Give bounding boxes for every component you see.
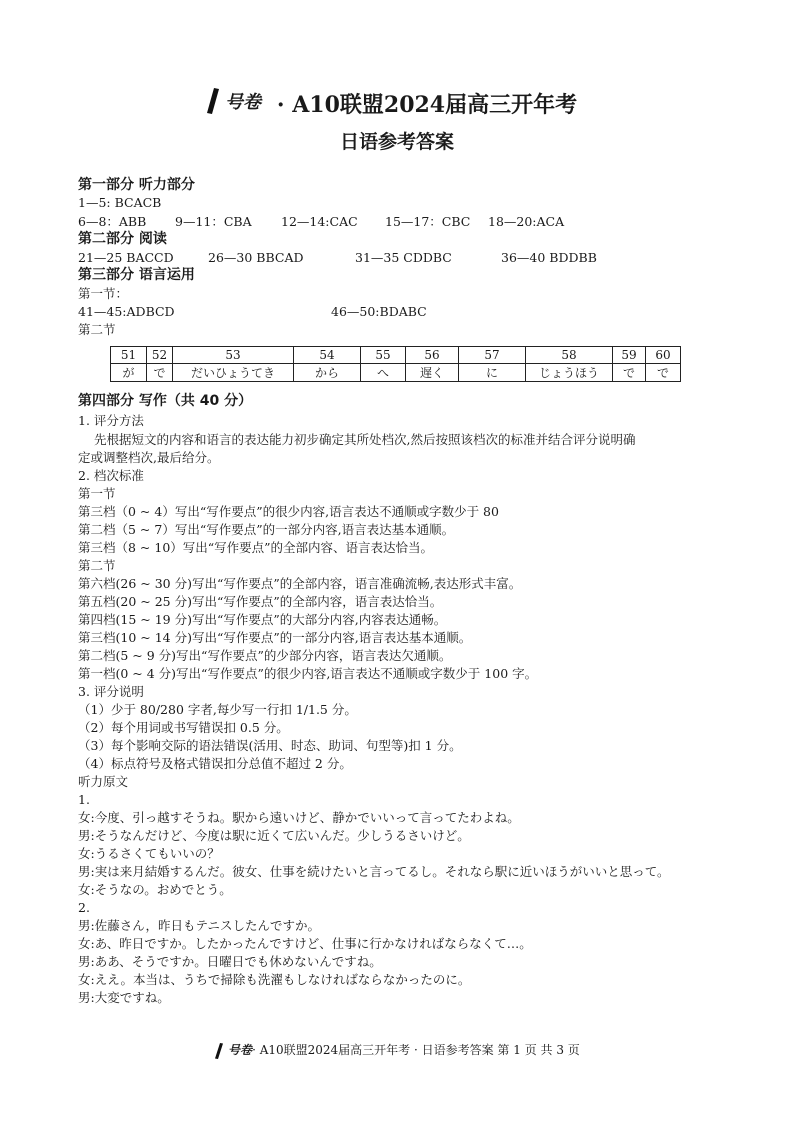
part2-answers-item: 21—25 BACCD	[78, 250, 174, 265]
table-cell: だいひょうてき	[173, 364, 294, 382]
table-cell: で	[646, 364, 681, 382]
dialog-number: 2.	[78, 900, 90, 915]
table-cell: 52	[147, 347, 173, 364]
answer-key-page: 号卷 · A10联盟2024届高三开年考 日语参考答案 第一部分 听力部分 1—5: BCACB 6—8：ABB 9—11：CBA 12—14:CAC 15—17：CBC 18—20:ACA 第二部分 阅读 21—25 BACCD 26—30 BBCAD 31—35 CDDBC 36—40 BDDBB 第三部分 语言运用 第一节： 41—45:ADBCD 46—50:BDABC 第二节 51 52 53 54 55 56 57 58 59 60 が で だいひょうてき から へ 遅く に じょうほう で で 第四部分 写作（共 40 分） 1. 评分方法 先根据短文的内容和语言的表达能力初步确定其所处档次,然后按照该档次的标准并结合评分说明确 定或调整档次,最后给分。 2. 档次标准 第一节 第三档（0 ~ 4）写出“写作要点”的很少内容,语言表达不通顺或字数少于 80 第二档（5 ~ 7）写出“写作要点”的一部分内容,语言表达基本通顺。 第三档（8 ~ 10）写出“写作要点”的全部内容、语言表达恰当。 第二节 第六档(26 ~ 30 分)写出“写作要点”的全部内容，语言准确流畅,表达形式丰富。 第五档(20 ~ 25 分)写出“写作要点”的全部内容，语言表达恰当。 第四档(15 ~ 19 分)写出“写作要点”的大部分内容,内容表达通畅。 第三档(10 ~ 14 分)写出“写作要点”的一部分内容,语言表达基本通顺。 第二档(5 ~ 9 分)写出“写作要点”的少部分内容，语言表达欠通顺。 第一档(0 ~ 4 分)写出“写作要点”的很少内容,语言表达不通顺或字数少于 100 字。 3. 评分说明 （1）少于 80/280 字者,每少写一行扣 1/1.5 分。 （2）每个用词或书写错误扣 0.5 分。 （3）每个影响交际的语法错误(活用、时态、助词、句型等)扣 1 分。 （4）标点符号及格式错误扣分总值不超过 2 分。 听力原文 1. 女:今度、引っ越すそうね。駅から遠いけど、静かでいいって言ってたわよね。 男:そうなんだけど、今度は駅に近くて広いんだ。少しうるさいけど。 女:うるさくてもいいの？ 男:実は来月結婚するんだ。彼女、仕事を続けたいと言ってるし。それなら駅に近いほうがいいと思って。 女:そうなの。おめでとう。 2. 男:佐藤さん，昨日もテニスしたんですか。 女:あ、昨日ですか。したかったんですけど、仕事に行かなければならなくて…。 男:ああ、そうですか。日曜日でも休めないんですね。 女:ええ。本当は、うちで掃除も洗濯もしなければならなかったのに。 男:大変ですね。 号卷· A10联盟2024届高三开年考 · 日语参考答案 第 1 页 共 3 页	[0, 0, 794, 1122]
table-cell: へ	[361, 364, 406, 382]
dialog-line: 女:そうなの。おめでとう。	[78, 882, 232, 897]
table-cell: が	[111, 364, 147, 382]
header-brand: 号卷	[225, 92, 261, 113]
levels-title: 2. 档次标准	[78, 468, 144, 483]
part3-section1-item: 41—45:ADBCD	[78, 304, 175, 319]
part3-heading: 第三部分 语言运用	[78, 267, 195, 283]
dialog-line: 女:ええ。本当は、うちで掃除も洗濯もしなければならなかったのに。	[78, 972, 471, 987]
dialog-line: 男:佐藤さん，昨日もテニスしたんですか。	[78, 918, 320, 933]
part2-answers-item: 31—35 CDDBC	[355, 250, 452, 265]
page-footer	[0, 1041, 794, 1060]
level-item: 第三档(10 ~ 14 分)写出“写作要点”的一部分内容,语言表达基本通顺。	[78, 630, 472, 645]
dialog-line: 男:実は来月結婚するんだ。彼女、仕事を続けたいと言ってるし。それなら駅に近いほうがいいと思って。	[78, 864, 670, 879]
dialog-line: 女:今度、引っ越すそうね。駅から遠いけど、静かでいいって言ってたわよね。	[78, 810, 520, 825]
part1-answers-item: 6—8：ABB	[78, 214, 147, 229]
answer-table	[110, 346, 681, 382]
part2-answers-item: 26—30 BBCAD	[208, 250, 304, 265]
part4-heading: 第四部分 写作（共 40 分）	[78, 393, 253, 409]
dialog-line: 男:ああ、そうですか。日曜日でも休めないんですね。	[78, 954, 382, 969]
part1-answers-row1: 1—5: BCACB	[78, 195, 162, 210]
level-item: 第三档（8 ~ 10）写出“写作要点”的全部内容、语言表达恰当。	[78, 540, 434, 555]
part1-heading: 第一部分 听力部分	[78, 177, 195, 193]
table-cell: 53	[173, 347, 294, 364]
notes-title: 3. 评分说明	[78, 684, 144, 699]
note-item: （4）标点符号及格式错误扣分总值不超过 2 分。	[78, 756, 352, 771]
table-cell: じょうほう	[526, 364, 613, 382]
table-cell: から	[294, 364, 361, 382]
level-item: 第六档(26 ~ 30 分)写出“写作要点”的全部内容，语言准确流畅,表达形式丰富。	[78, 576, 522, 591]
dialog-line: 女:あ、昨日ですか。したかったんですけど、仕事に行かなければならなくて…。	[78, 936, 532, 951]
part1-answers-item: 15—17：CBC	[385, 214, 471, 229]
footer-brand: 号卷	[228, 1043, 253, 1057]
level-item: 第五档(20 ~ 25 分)写出“写作要点”的全部内容，语言表达恰当。	[78, 594, 443, 609]
level-item: 第三档（0 ~ 4）写出“写作要点”的很少内容,语言表达不通顺或字数少于 80	[78, 504, 499, 519]
level-item: 第四档(15 ~ 19 分)写出“写作要点”的大部分内容,内容表达通畅。	[78, 612, 447, 627]
part2-answers-item: 36—40 BDDBB	[501, 250, 597, 265]
table-cell: 56	[406, 347, 459, 364]
table-cell: で	[613, 364, 646, 382]
level-item: 第一档(0 ~ 4 分)写出“写作要点”的很少内容,语言表达不通顺或字数少于 100 字。	[78, 666, 538, 681]
part1-answers-item: 9—11：CBA	[175, 214, 252, 229]
note-item: （1）少于 80/280 字者,每少写一行扣 1/1.5 分。	[78, 702, 357, 717]
part3-section1-label: 第一节：	[78, 286, 129, 301]
levels-section1-label: 第一节	[78, 486, 116, 501]
scoring-method-text: 定或调整档次,最后给分。	[78, 450, 220, 465]
dialog-line: 女:うるさくてもいいの？	[78, 846, 220, 861]
level-item: 第二档（5 ~ 7）写出“写作要点”的一部分内容,语言表达基本通顺。	[78, 522, 455, 537]
levels-section2-label: 第二节	[78, 558, 116, 573]
dialog-number: 1.	[78, 792, 90, 807]
table-cell: 54	[294, 347, 361, 364]
part1-answers-item: 12—14:CAC	[281, 214, 358, 229]
table-cell: 57	[459, 347, 526, 364]
table-cell: 59	[613, 347, 646, 364]
table-cell: 58	[526, 347, 613, 364]
table-cell: 遅く	[406, 364, 459, 382]
part3-section2-label: 第二节	[78, 322, 116, 337]
page-subtitle: 日语参考答案	[339, 131, 454, 153]
note-item: （3）每个影响交际的语法错误(活用、时态、助词、句型等)扣 1 分。	[78, 738, 462, 753]
page-title: A10联盟2024届高三开年考	[292, 92, 578, 118]
note-item: （2）每个用词或书写错误扣 0.5 分。	[78, 720, 289, 735]
dialog-line: 男:大変ですね。	[78, 990, 170, 1005]
level-item: 第二档(5 ~ 9 分)写出“写作要点”的少部分内容，语言表达欠通顺。	[78, 648, 452, 663]
table-cell: に	[459, 364, 526, 382]
table-cell: で	[147, 364, 173, 382]
part2-heading: 第二部分 阅读	[78, 231, 167, 247]
answer-table-answer-row	[111, 364, 681, 382]
part3-section1-item: 46—50:BDABC	[331, 304, 427, 319]
table-cell: 55	[361, 347, 406, 364]
footer-text: · A10联盟2024届高三开年考 · 日语参考答案 第 1 页 共 3 页	[252, 1043, 580, 1057]
part1-answers-item: 18—20:ACA	[488, 214, 565, 229]
scoring-method-title: 1. 评分方法	[78, 413, 144, 428]
brush-stroke-icon	[214, 1042, 224, 1060]
table-cell: 60	[646, 347, 681, 364]
dialog-line: 男:そうなんだけど、今度は駅に近くて広いんだ。少しうるさいけど。	[78, 828, 470, 843]
transcript-heading: 听力原文	[78, 774, 129, 789]
answer-table-number-row	[111, 347, 681, 364]
table-cell: 51	[111, 347, 147, 364]
scoring-method-text: 先根据短文的内容和语言的表达能力初步确定其所处档次,然后按照该档次的标准并结合评分说明确	[94, 432, 636, 447]
